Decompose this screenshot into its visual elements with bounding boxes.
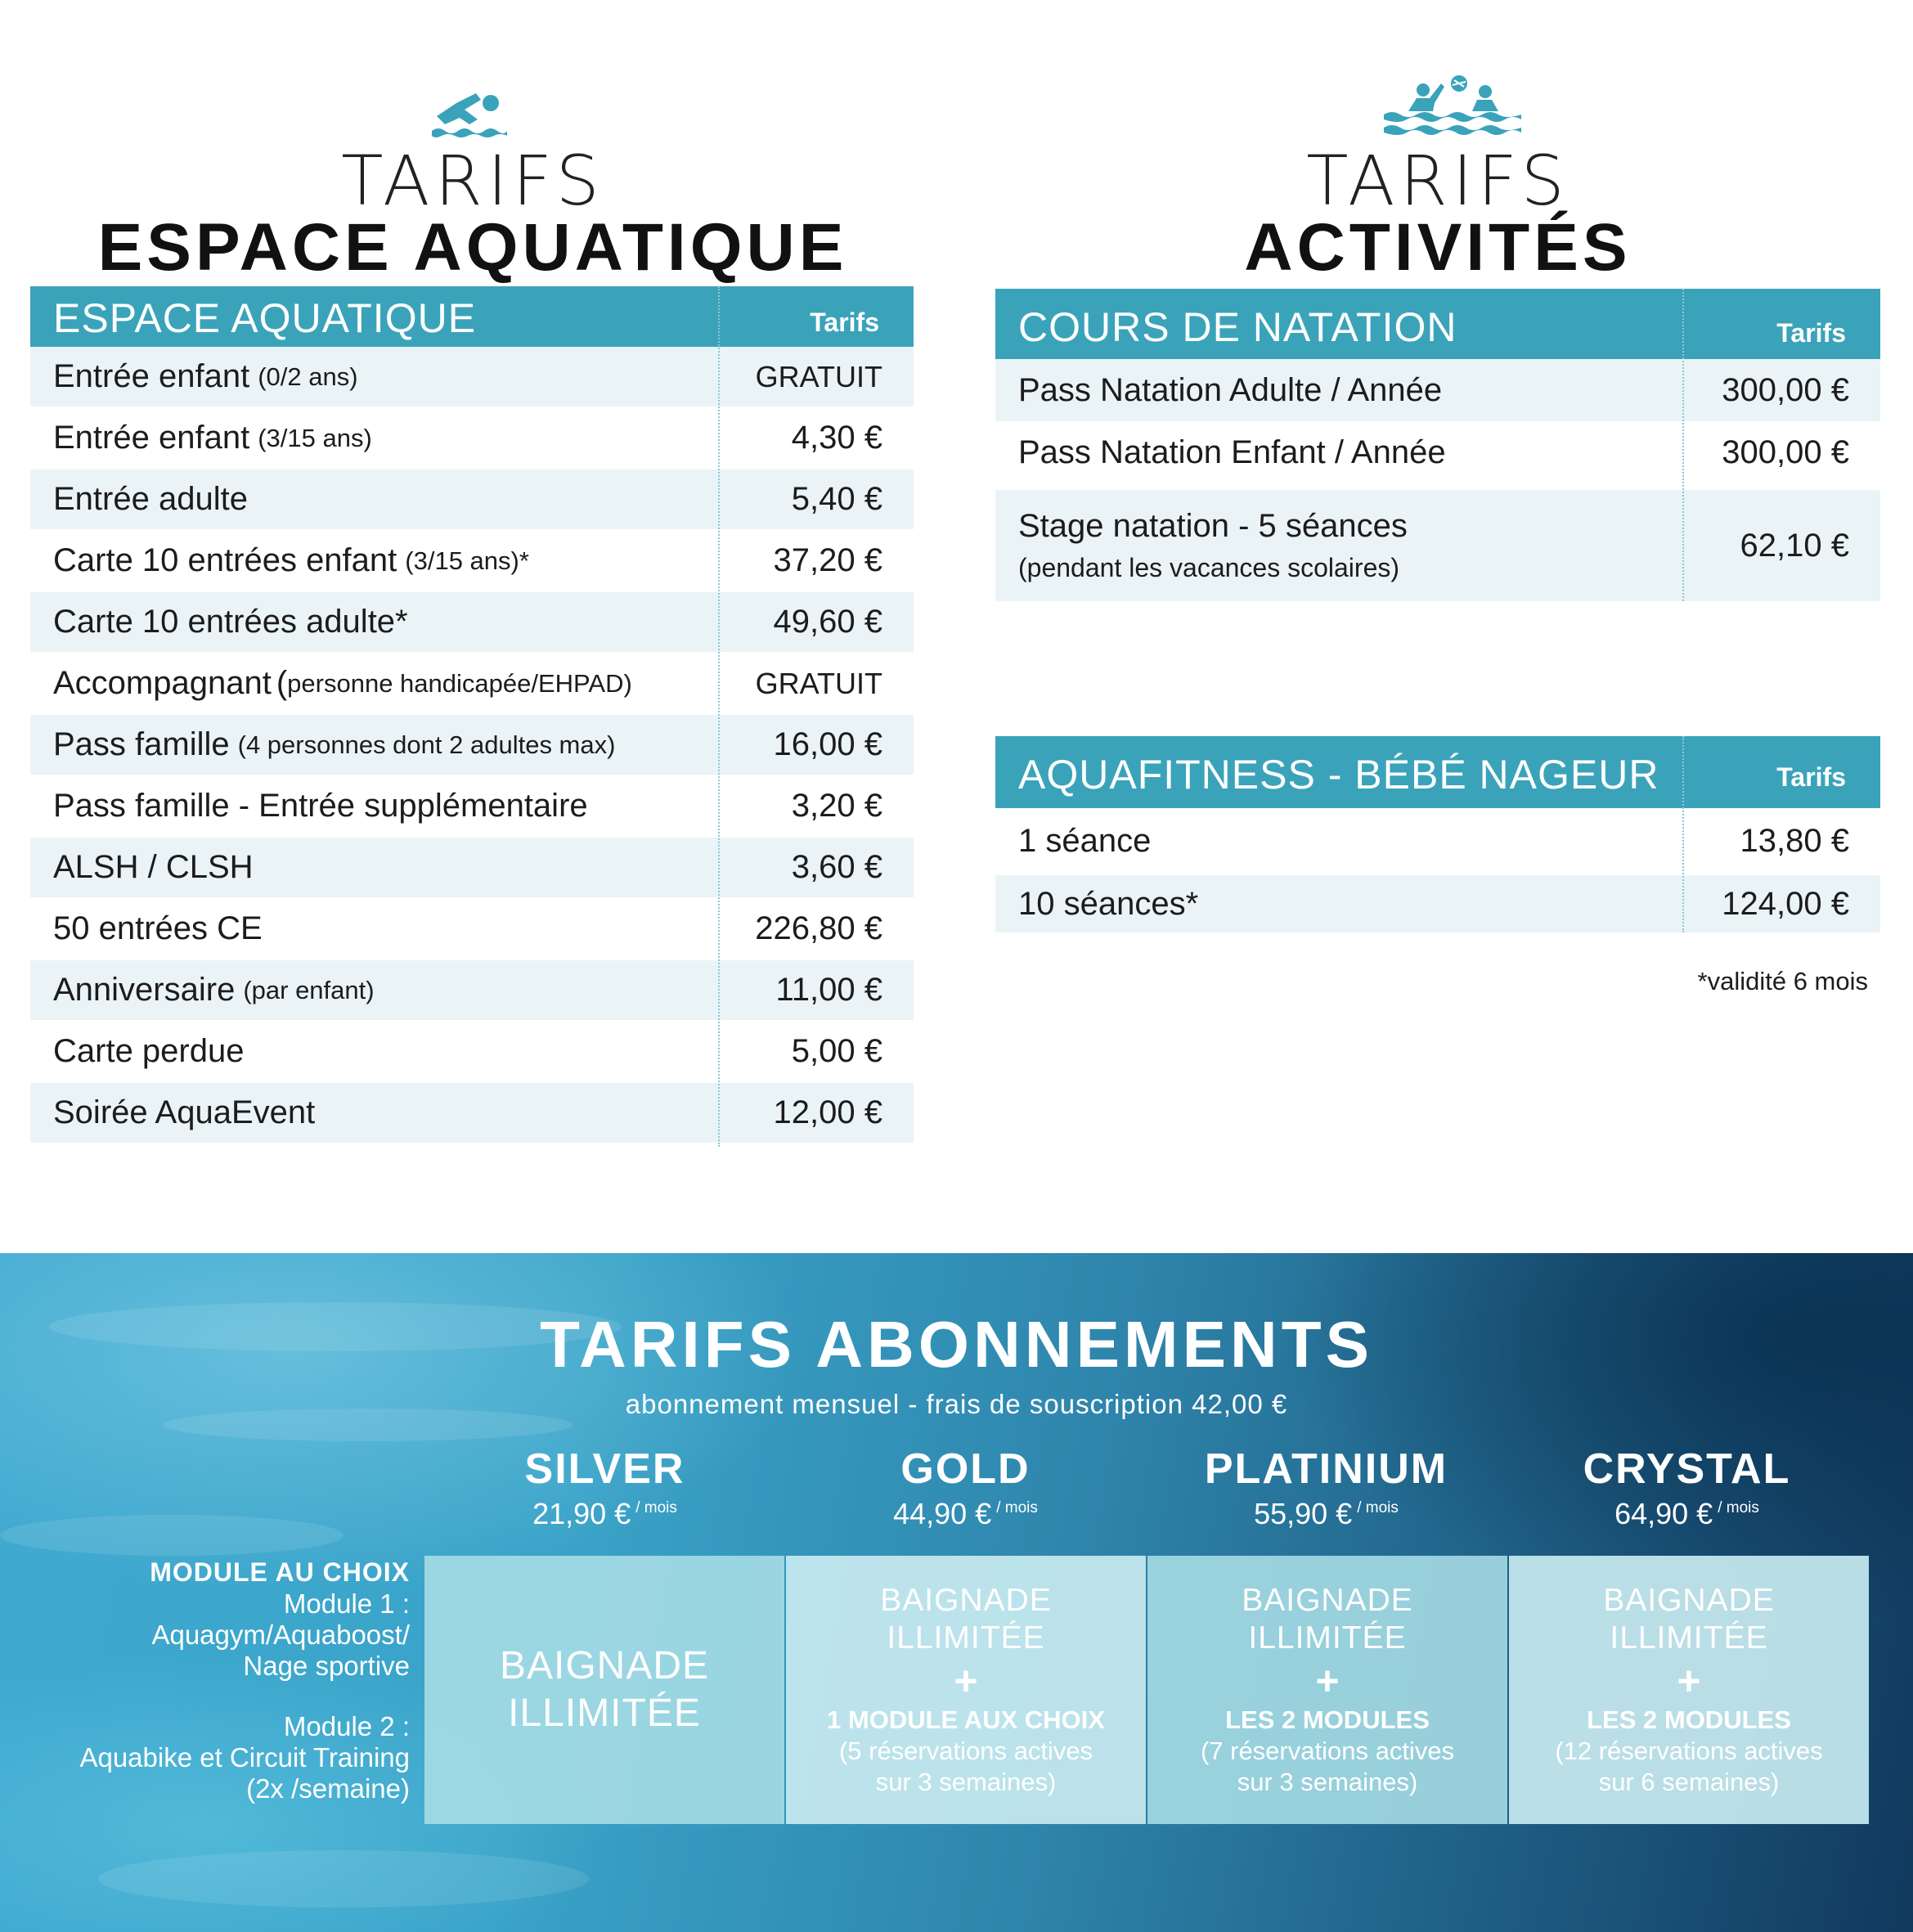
row-label-note: (3/15 ans) <box>258 423 372 452</box>
table-row <box>995 875 1880 932</box>
row-price: 62,10 € <box>1740 527 1849 564</box>
right-heading-main: ACTIVITÉS <box>1244 210 1632 285</box>
plan-price-value: 21,90 € <box>532 1497 631 1530</box>
table-row <box>30 838 914 897</box>
left-heading-main: ESPACE AQUATIQUE <box>97 210 848 285</box>
validity-footnote: *validité 6 mois <box>1697 967 1868 995</box>
row-label: Pass Natation Enfant / Année <box>1018 434 1446 470</box>
aquafitness-table <box>995 736 1880 932</box>
module-1-label: Module 1 : <box>283 1588 410 1619</box>
abonnements-section <box>0 1253 1913 1932</box>
row-label-main: Entrée enfant <box>53 358 250 394</box>
baignade-line: BAIGNADE <box>1603 1583 1775 1618</box>
table-row <box>30 654 914 713</box>
plus-icon: + <box>1315 1658 1340 1704</box>
row-price: 3,60 € <box>791 849 882 885</box>
row-price: 124,00 € <box>1722 885 1849 922</box>
table-row <box>995 421 1880 483</box>
table-row <box>30 470 914 529</box>
detail-line: (12 réservations actives <box>1555 1737 1823 1765</box>
column-separator <box>1682 736 1684 932</box>
per-month: / mois <box>635 1499 677 1516</box>
row-label-main: Accompagnant <box>53 665 272 701</box>
left-heading-tarifs: TARIFS <box>341 141 604 221</box>
detail-line: sur 3 semaines) <box>1237 1768 1418 1796</box>
row-label <box>53 470 248 529</box>
plan-header-gold <box>785 1446 1146 1530</box>
plan-price-value: 44,90 € <box>893 1497 992 1530</box>
row-price: GRATUIT <box>755 666 882 700</box>
plus-icon: + <box>954 1658 978 1704</box>
row-price: 5,40 € <box>791 481 882 517</box>
module-au-choix <box>0 1556 410 1804</box>
detail-line: (7 réservations actives <box>1200 1737 1455 1765</box>
plan-header-platinium <box>1146 1446 1507 1530</box>
plan-cell-crystal <box>1509 1556 1869 1824</box>
module-2-line: Aquabike et Circuit Training <box>79 1742 410 1772</box>
detail-line: sur 6 semaines) <box>1598 1768 1780 1796</box>
per-month: / mois <box>1357 1499 1399 1516</box>
tarifs-column-label: Tarifs <box>1776 762 1846 792</box>
row-label-main: ALSH / CLSH <box>53 849 254 885</box>
row-label <box>53 715 615 775</box>
row-label-main: Carte perdue <box>53 1033 245 1069</box>
right-heading-tarifs: TARIFS <box>1306 141 1569 221</box>
row-label-main: Pass famille - Entrée supplémentaire <box>53 788 588 824</box>
table-row <box>30 347 914 407</box>
baignade-line: BAIGNADE <box>880 1583 1052 1618</box>
table-row <box>30 1022 914 1081</box>
row-price: GRATUIT <box>755 359 882 393</box>
row-price: 49,60 € <box>773 604 882 640</box>
table-title: COURS DE NATATION <box>1018 304 1457 350</box>
row-label <box>53 838 254 897</box>
plan-cell-silver <box>424 1556 784 1824</box>
abonnements-title: TARIFS ABONNEMENTS <box>540 1308 1373 1381</box>
row-label: 1 séance <box>1018 822 1152 859</box>
row-label-note: personne handicapée/EHPAD) <box>287 668 632 698</box>
espace-aquatique-table <box>30 286 914 1145</box>
row-price: 12,00 € <box>773 1094 882 1130</box>
table-row <box>30 592 914 652</box>
plan-name: CRYSTAL <box>1583 1445 1791 1493</box>
row-label <box>53 592 408 652</box>
cours-natation-table <box>995 289 1880 601</box>
plan-price <box>1507 1492 1867 1530</box>
table-row <box>30 531 914 591</box>
plan-name: GOLD <box>900 1445 1031 1493</box>
row-label-main: Entrée enfant <box>53 420 250 456</box>
row-price: 16,00 € <box>773 726 882 762</box>
row-label <box>53 776 588 836</box>
module-line: LES 2 MODULES <box>1225 1705 1430 1734</box>
plan-name: SILVER <box>524 1445 685 1493</box>
row-label-main: Carte 10 entrées adulte* <box>53 604 408 640</box>
row-price: 37,20 € <box>773 542 882 578</box>
row-price: 11,00 € <box>775 972 882 1008</box>
module-line: 1 MODULE AUX CHOIX <box>827 1705 1105 1734</box>
plan-price <box>424 1492 785 1530</box>
module-1-line: Nage sportive <box>243 1651 410 1681</box>
module-1-line: Aquagym/Aquaboost/ <box>151 1620 410 1650</box>
row-price: 5,00 € <box>791 1033 882 1069</box>
row-label-main: Pass famille <box>53 726 230 762</box>
per-month: / mois <box>996 1499 1038 1516</box>
baignade-line: BAIGNADE <box>499 1644 710 1687</box>
plan-price-value: 64,90 € <box>1614 1497 1713 1530</box>
row-label-paren: ( <box>276 665 288 701</box>
row-label <box>1018 490 1408 601</box>
plus-icon: + <box>1677 1658 1701 1704</box>
water-ripple <box>98 1850 589 1907</box>
row-label-main: Carte 10 entrées enfant <box>53 542 397 578</box>
illimitee-line: ILLIMITÉE <box>508 1692 701 1735</box>
water-polo-icon <box>1384 74 1521 137</box>
row-label-main: Soirée AquaEvent <box>53 1094 316 1130</box>
per-month: / mois <box>1718 1499 1759 1516</box>
table-row <box>30 408 914 468</box>
illimitee-line: ILLIMITÉE <box>887 1620 1045 1656</box>
plan-name: PLATINIUM <box>1204 1445 1448 1493</box>
row-label <box>53 531 529 591</box>
row-price: 226,80 € <box>755 910 882 946</box>
row-price: 4,30 € <box>791 420 882 456</box>
column-separator <box>718 286 720 1147</box>
plan-cell-platinium <box>1147 1556 1507 1824</box>
table-row <box>30 1083 914 1143</box>
illimitee-line: ILLIMITÉE <box>1248 1620 1407 1656</box>
plan-price-value: 55,90 € <box>1254 1497 1353 1530</box>
row-label: 10 séances* <box>1018 885 1199 922</box>
plan-price <box>1146 1492 1507 1530</box>
row-label <box>53 408 372 468</box>
table-header <box>30 286 914 347</box>
row-label-main: Stage natation - 5 séances <box>1018 508 1408 544</box>
row-label <box>53 1022 244 1081</box>
row-label-sub: (pendant les vacances scolaires) <box>1018 553 1400 582</box>
row-label <box>53 347 358 407</box>
detail-line: (5 réservations actives <box>838 1737 1093 1765</box>
row-label-note: (par enfant) <box>243 975 375 1004</box>
illimitee-line: ILLIMITÉE <box>1610 1620 1768 1656</box>
table-row <box>995 359 1880 421</box>
table-row <box>30 776 914 836</box>
table-header <box>995 289 1880 359</box>
tarifs-column-label: Tarifs <box>1776 318 1846 348</box>
table-row <box>995 490 1880 601</box>
swimmer-icon <box>432 85 507 144</box>
row-label <box>53 654 632 713</box>
table-row <box>30 899 914 959</box>
plan-price <box>785 1492 1146 1530</box>
module-line: LES 2 MODULES <box>1587 1705 1791 1734</box>
row-label-main: 50 entrées CE <box>53 910 263 946</box>
water-ripple <box>0 1515 344 1556</box>
row-label <box>53 960 375 1020</box>
detail-line: sur 3 semaines) <box>875 1768 1057 1796</box>
table-title: ESPACE AQUATIQUE <box>53 295 477 341</box>
table-row <box>30 960 914 1020</box>
row-label-main: Anniversaire <box>53 972 236 1008</box>
module-2-label: Module 2 : <box>283 1711 410 1741</box>
plan-cell-gold <box>786 1556 1146 1824</box>
baignade-line: BAIGNADE <box>1242 1583 1413 1618</box>
table-row <box>30 715 914 775</box>
row-label <box>53 899 263 959</box>
module-heading: MODULE AU CHOIX <box>150 1557 410 1587</box>
row-label: Pass Natation Adulte / Année <box>1018 371 1443 408</box>
row-price: 13,80 € <box>1740 822 1849 859</box>
row-label <box>53 1083 315 1143</box>
plan-header-silver <box>424 1446 785 1530</box>
abonnements-subtitle: abonnement mensuel - frais de souscription 42,00 € <box>625 1389 1288 1419</box>
table-row <box>995 808 1880 874</box>
row-label-main: Entrée adulte <box>53 481 248 517</box>
plan-header-crystal <box>1507 1446 1867 1530</box>
table-title: AQUAFITNESS - BÉBÉ NAGEUR <box>1018 752 1659 798</box>
row-price: 300,00 € <box>1722 434 1849 470</box>
row-label-note: (3/15 ans)* <box>405 546 529 575</box>
column-separator <box>1682 289 1684 601</box>
module-2-line: (2x /semaine) <box>246 1773 410 1804</box>
row-label-note: (4 personnes dont 2 adultes max) <box>237 730 616 759</box>
row-price: 300,00 € <box>1722 371 1849 408</box>
table-header <box>995 736 1880 808</box>
tarifs-column-label: Tarifs <box>810 308 879 337</box>
row-price: 3,20 € <box>791 788 882 824</box>
row-label-note: (0/2 ans) <box>258 362 358 391</box>
